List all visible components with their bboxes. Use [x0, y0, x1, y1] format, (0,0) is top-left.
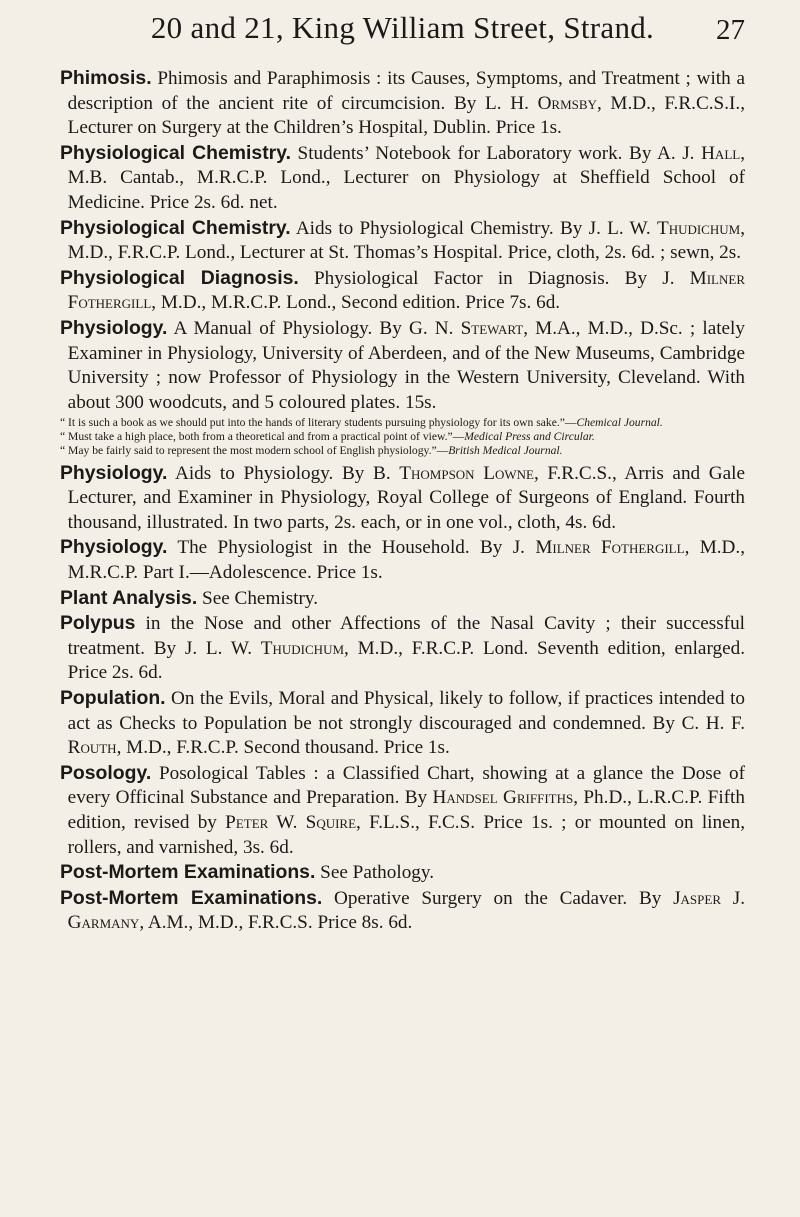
running-title: 20 and 21, King William Street, Strand. — [150, 10, 655, 45]
catalogue-entry — [60, 586, 745, 612]
review-quote — [60, 416, 745, 430]
author-name: Milner Fothergill — [67, 267, 746, 314]
entry-text: , M.D., F.R.C.P. Lond. Seventh edition, enlarged. Price 2s. 6d. — [67, 637, 745, 684]
entry-heading: Population. — [60, 687, 166, 710]
author-name: Routh — [67, 737, 117, 759]
page-number: 27 — [716, 14, 745, 46]
entry-text: Aids to Physiology. By B. — [167, 462, 400, 484]
entry-heading: Physiological Chemistry. — [60, 216, 291, 239]
entry-text: See Chemistry. — [197, 587, 319, 609]
catalogue-entry — [60, 535, 745, 585]
catalogue-entry — [60, 611, 745, 686]
entry-text: Aids to Physiological Chemistry. By J. L. W. — [290, 217, 657, 239]
entry-heading: Plant Analysis. — [60, 586, 198, 609]
quote-source: Chemical Journal. — [576, 416, 663, 430]
review-quote — [60, 444, 745, 458]
entry-heading: Physiological Diagnosis. — [60, 266, 299, 289]
catalogue-entry — [60, 761, 745, 860]
quote-source: British Medical Journal. — [448, 443, 563, 457]
catalogue-entry — [60, 266, 745, 316]
entry-text: Physiological Factor in Diagnosis. By J. — [298, 267, 690, 289]
entry-text: , M.D., F.R.C.P. Lond., Lecturer at St. Thomas’s Hospital. Price, cloth, 2s. 6d. ; sewn, 2s. — [67, 217, 745, 264]
entry-text: , Ph.D., L.R.C.P. Fifth edition, revised by — [67, 787, 745, 834]
entry-text: The Physiologist in the Household. By J. — [167, 537, 536, 559]
entry-text: in the Nose and other Affections of the Nasal Cavity ; their successful treatment. By J. L. W. — [67, 613, 745, 659]
entry-heading: Physiology. — [60, 536, 168, 559]
catalogue-entry — [60, 316, 745, 415]
catalogue-entry — [60, 860, 745, 886]
review-quote — [60, 430, 745, 444]
author-name: Hall — [701, 142, 741, 164]
entry-text: , F.L.S., F.C.S. Price 1s. ; or mounted on linen, rollers, and varnished, 3s. 6d. — [67, 812, 746, 858]
quote-text: “ May be fairly said to represent the most modern school of English physiology.”— — [60, 443, 449, 457]
entry-text: Posological Tables : a Classified Chart, showing at a glance the Dose of every Officinal Substance and Preparation. By — [67, 762, 745, 809]
author-name: Stewart — [460, 317, 524, 339]
catalogue-entry — [60, 216, 745, 266]
catalogue-entry — [60, 461, 745, 536]
entry-text: Phimosis and Paraphimosis : its Causes, Symptoms, and Treatment ; with a description of the ancient rite of circumcision. By L. H. — [67, 68, 745, 114]
entry-text: Students’ Notebook for Laboratory work. By A. J. — [290, 142, 702, 164]
quote-text: “ Must take a high place, both from a theoretical and from a practical point of view.”— — [60, 430, 465, 444]
catalogue-entry — [60, 686, 745, 761]
author-name: Ormsby — [537, 92, 597, 114]
entry-text: A Manual of Physiology. By G. N. — [167, 317, 461, 339]
entry-text: , M.B. Cantab., M.R.C.P. Lond., Lecturer on Physiology at Sheffield School of Medicine. Price 2s. 6d. net. — [67, 142, 746, 213]
author-name: Handsel Griffiths — [432, 787, 574, 809]
entry-heading: Physiology. — [60, 316, 168, 339]
author-name: Peter W. Squire — [225, 812, 357, 834]
entry-text: Operative Surgery on the Cadaver. By — [322, 887, 674, 909]
entry-text: , M.D., F.R.C.S.I., Lecturer on Surgery at the Children’s Hospital, Dublin. Price 1s. — [67, 92, 745, 139]
entry-text: , M.D., F.R.C.P. Second thousand. Price 1s. — [116, 737, 450, 759]
entry-heading: Post-Mortem Examinations. — [60, 886, 323, 909]
entry-text: , F.R.C.S., Arris and Gale Lecturer, and Examiner in Physiology, Royal College of Surgeons of England. Fourth thousand, illustrated. In two parts, 2s. each, or in one vol., cloth, 4s. 6d. — [67, 462, 745, 533]
entry-text: , M.D., M.R.C.P. Lond., Second edition. Price 7s. 6d. — [151, 292, 561, 314]
catalogue-entry — [60, 66, 745, 141]
quote-text: “ It is such a book as we should put into the hands of literary students pursuing physiology for its own sake.”— — [60, 416, 577, 430]
entry-text: , A.M., M.D., F.R.C.S. Price 8s. 6d. — [139, 912, 413, 934]
author-name: Thudichum — [656, 217, 741, 239]
catalogue-entry — [60, 141, 745, 216]
entry-text: See Pathology. — [315, 862, 435, 884]
entry-heading: Posology. — [60, 761, 152, 784]
quote-source: Medical Press and Circular. — [464, 430, 595, 444]
author-name: Thompson Lowne — [399, 462, 534, 484]
entry-heading: Polypus — [60, 612, 136, 635]
author-name: Milner Fothergill — [535, 537, 685, 559]
entry-list — [60, 66, 745, 936]
catalogue-entry — [60, 886, 745, 936]
entry-heading: Physiology. — [60, 461, 168, 484]
entry-text: , M.A., M.D., D.Sc. ; lately Examiner in Physiology, University of Aberdeen, and of the New Museums, Cambridge University ; now Professor of Physiology in the Western University, Cleveland. With about 300 woodcuts, and 5 coloured plates. 15s. — [67, 317, 745, 413]
entry-heading: Phimosis. — [60, 67, 152, 89]
entry-text: On the Evils, Moral and Physical, likely to follow, if practices intended to act as Checks to Population be not strongly discouraged and condemned. By C. H. F. — [67, 688, 745, 734]
author-name: Jasper J. Garmany — [67, 887, 745, 934]
entry-text: , M.D., M.R.C.P. Part I.—Adolescence. Price 1s. — [67, 537, 746, 584]
entry-heading: Physiological Chemistry. — [60, 141, 291, 164]
author-name: Thudichum — [260, 637, 345, 659]
entry-heading: Post-Mortem Examinations. — [60, 861, 316, 884]
review-quotes — [60, 416, 745, 457]
page-header — [60, 10, 745, 66]
